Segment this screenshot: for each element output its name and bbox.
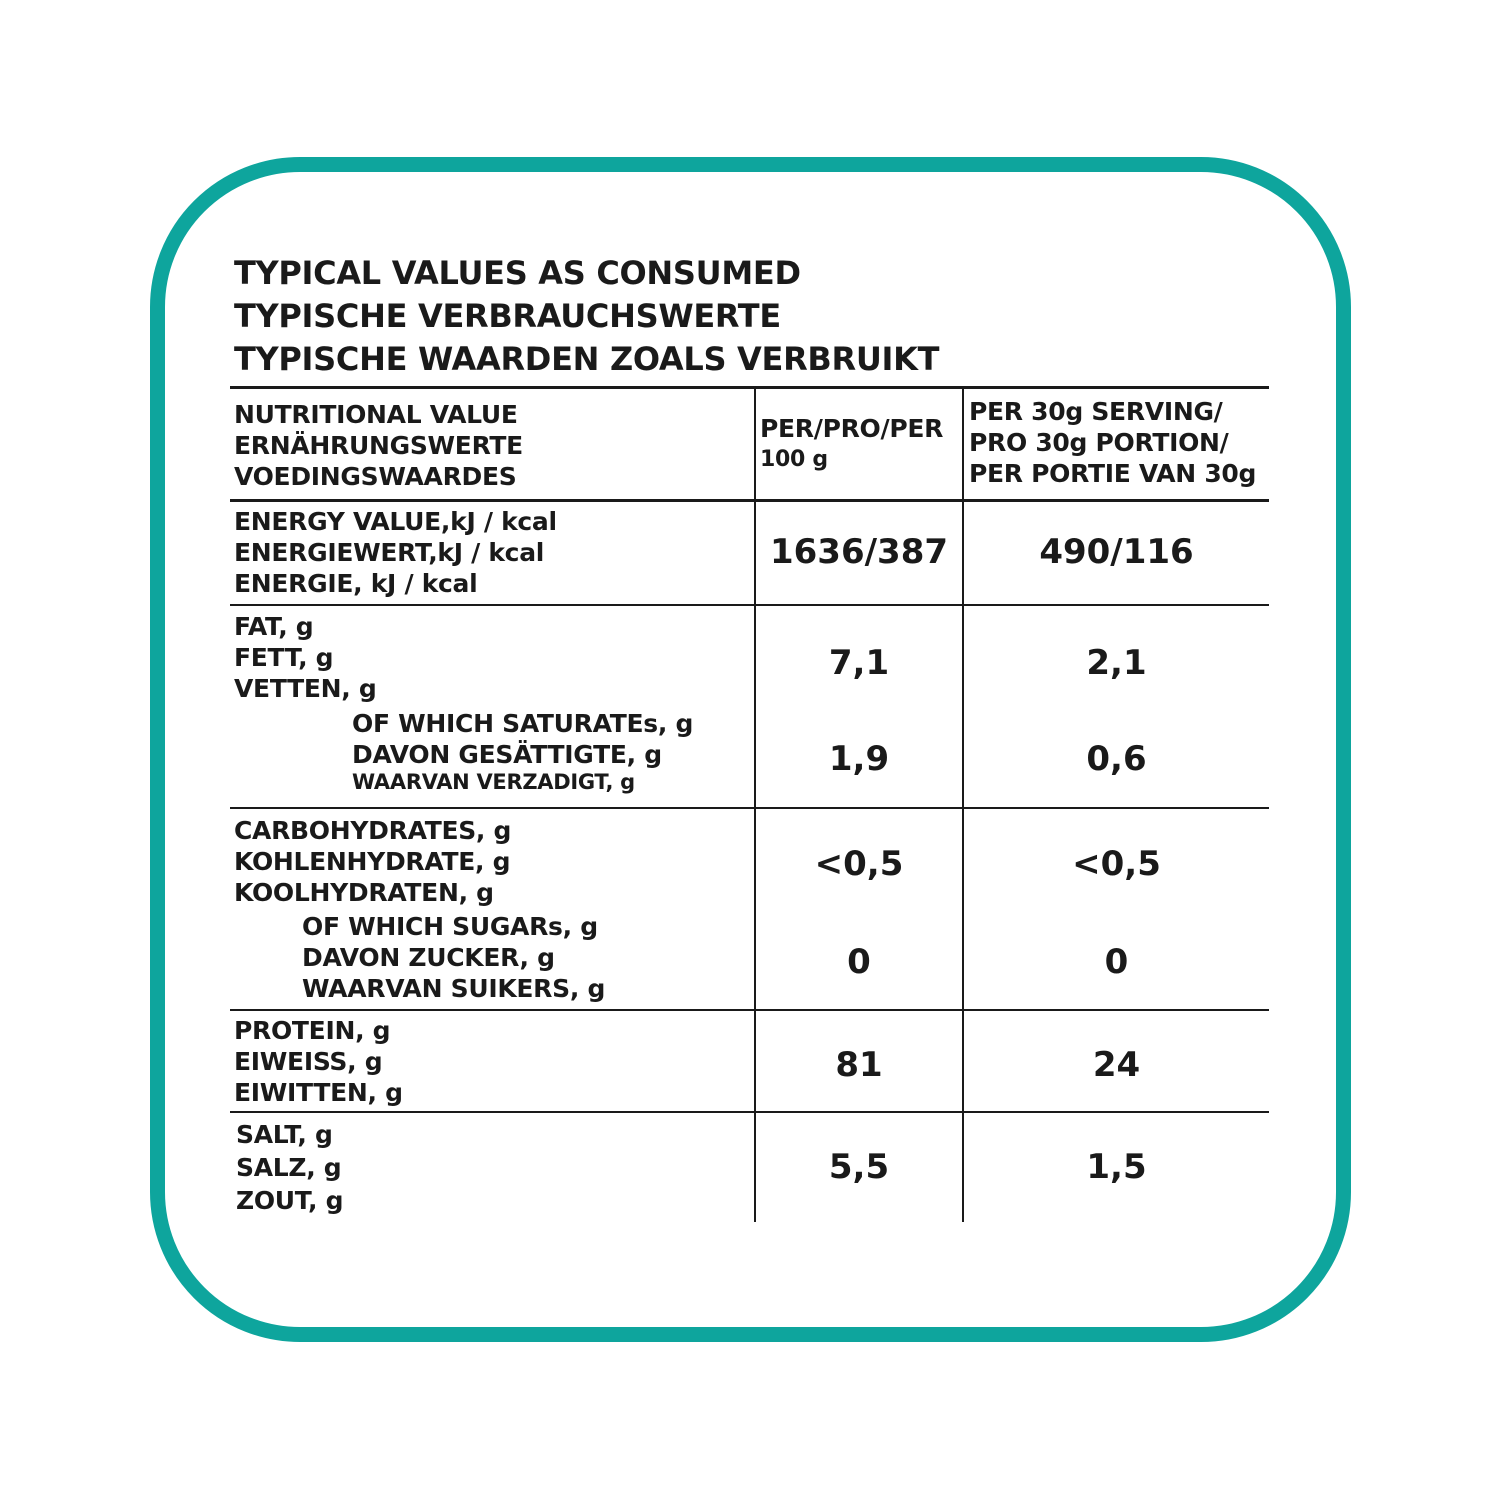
label-line: EIWITTEN, g	[234, 1078, 403, 1107]
header-divider	[230, 499, 1269, 502]
column-divider	[962, 389, 964, 1222]
header-label-line: VOEDINGSWAARDES	[234, 462, 517, 491]
header-serving-line: PRO 30g PORTION/	[969, 428, 1229, 457]
label-line: SALT, g	[236, 1120, 333, 1149]
label-line: WAARVAN VERZADIGT, g	[352, 770, 635, 794]
label-line: FAT, g	[234, 612, 314, 641]
row-divider	[230, 1111, 1269, 1113]
label-title	[234, 252, 939, 381]
label-line: SALZ, g	[236, 1153, 342, 1182]
value-fat-per100: 7,1	[828, 643, 890, 683]
label-line: VETTEN, g	[234, 674, 377, 703]
row-divider	[230, 1009, 1269, 1011]
value-salt-serving: 1,5	[1086, 1147, 1147, 1187]
value-fat-serving: 2,1	[1086, 643, 1147, 683]
value-energy-serving: 490/116	[1039, 532, 1194, 572]
header-serving-line: PER PORTIE VAN 30g	[969, 459, 1257, 488]
label-line: FETT, g	[234, 643, 334, 672]
label-line: OF WHICH SATURATEs, g	[352, 709, 694, 738]
label-line: ZOUT, g	[236, 1186, 344, 1215]
row-divider	[230, 604, 1269, 606]
table-top-rule	[230, 386, 1269, 389]
value-protein-serving: 24	[1092, 1045, 1141, 1085]
value-sugars-serving: 0	[1104, 942, 1129, 982]
row-label-energy	[234, 506, 557, 599]
row-label-salt	[236, 1118, 343, 1217]
header-serving-line: PER 30g SERVING/	[969, 397, 1223, 426]
header-per100-line: PER/PRO/PER	[760, 414, 944, 443]
header-per-100g	[760, 413, 943, 475]
row-label-protein	[234, 1015, 403, 1108]
value-salt-per100: 5,5	[828, 1147, 890, 1187]
label-line: KOOLHYDRATEN, g	[234, 878, 494, 907]
row-label-sugars	[302, 911, 605, 1004]
label-line: CARBOHYDRATES, g	[234, 816, 512, 845]
label-line: ENERGY VALUE,kJ / kcal	[234, 507, 557, 536]
value-carbohydrates-per100: <0,5	[814, 844, 904, 884]
header-label-line: ERNÄHRUNGSWERTE	[234, 431, 523, 460]
row-label-saturates	[352, 708, 693, 795]
title-line-en: TYPICAL VALUES AS CONSUMED	[234, 254, 801, 292]
label-line: EIWEISS, g	[234, 1047, 383, 1076]
value-carbohydrates-serving: <0,5	[1072, 844, 1161, 884]
row-label-fat	[234, 611, 377, 704]
row-label-carbohydrates	[234, 815, 511, 908]
title-line-nl: TYPISCHE WAARDEN ZOALS VERBRUIKT	[234, 340, 940, 378]
label-line: KOHLENHYDRATE, g	[234, 847, 511, 876]
row-divider	[230, 807, 1269, 809]
header-nutritional-value	[234, 399, 523, 492]
value-energy-per100: 1636/387	[769, 532, 949, 572]
header-per100-line: 100 g	[760, 447, 828, 472]
label-line: ENERGIEWERT,kJ / kcal	[234, 538, 545, 567]
title-line-de: TYPISCHE VERBRAUCHSWERTE	[234, 297, 781, 335]
label-line: DAVON ZUCKER, g	[302, 943, 555, 972]
header-label-line: NUTRITIONAL VALUE	[234, 400, 518, 429]
value-saturates-per100: 1,9	[828, 739, 890, 779]
nutrition-table	[230, 386, 1269, 1222]
label-line: OF WHICH SUGARs, g	[302, 912, 598, 941]
label-line: ENERGIE, kJ / kcal	[234, 569, 478, 598]
value-sugars-per100: 0	[847, 942, 871, 982]
label-line: WAARVAN SUIKERS, g	[302, 974, 606, 1003]
value-saturates-serving: 0,6	[1086, 739, 1147, 779]
value-protein-per100: 81	[835, 1045, 883, 1085]
label-line: PROTEIN, g	[234, 1016, 391, 1045]
column-divider	[754, 389, 756, 1222]
header-per-serving	[969, 396, 1256, 489]
label-line: DAVON GESÄTTIGTE, g	[352, 740, 662, 769]
